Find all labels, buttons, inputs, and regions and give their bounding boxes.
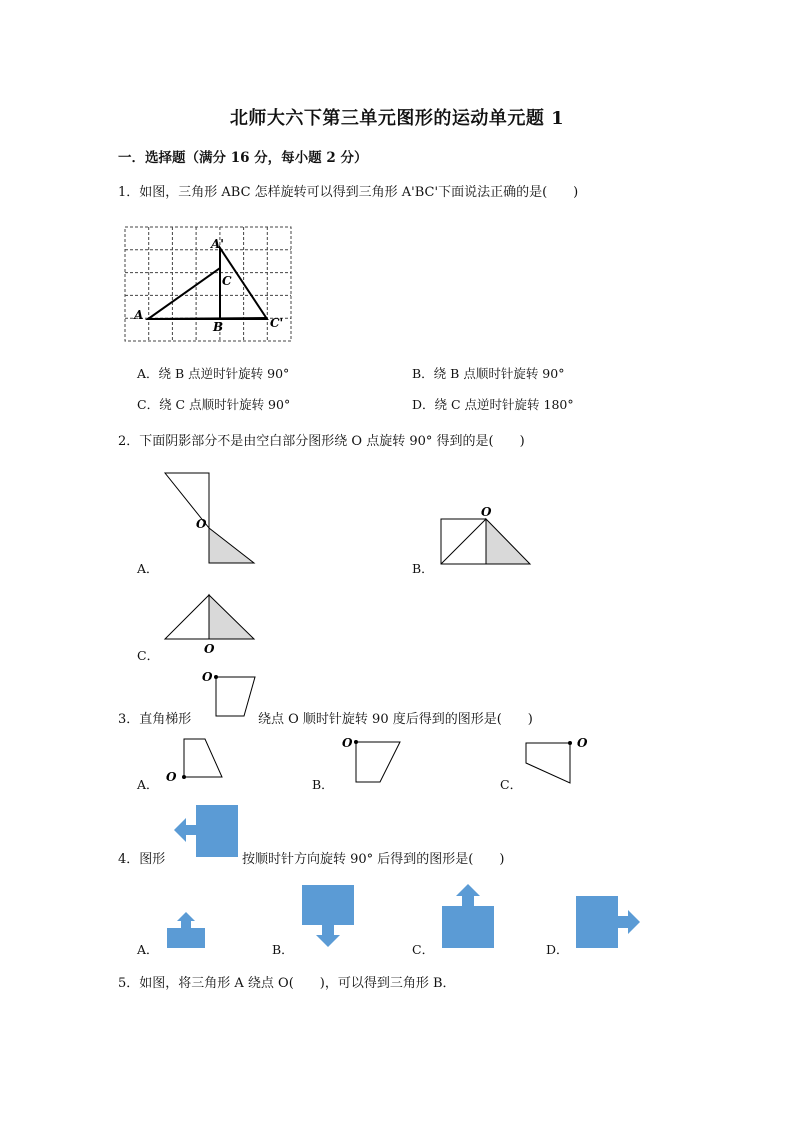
q3-option-c[interactable]: C．	[500, 777, 523, 792]
q4-source-shape	[172, 805, 242, 859]
q3-trapezoid	[200, 670, 260, 720]
q3-b-point-o: O	[342, 736, 353, 750]
q4-figure-a	[165, 910, 210, 950]
q4-option-b[interactable]: B．	[272, 942, 294, 957]
q3-c-point-o: O	[577, 736, 588, 750]
q2-b-point-o: O	[481, 505, 492, 519]
question-4-stem-right: 按顺时针方向旋转 90° 后得到的图形是( )	[242, 852, 505, 867]
q4-option-d[interactable]: D．	[546, 942, 569, 957]
q3-a-point-o: O	[166, 770, 177, 784]
q4-option-a[interactable]: A．	[137, 942, 159, 957]
question-2-stem: 2．下面阴影部分不是由空白部分图形绕 O 点旋转 90° 得到的是( )	[118, 434, 525, 449]
q4-option-c[interactable]: C．	[412, 942, 435, 957]
q2-figure-b	[435, 503, 535, 571]
question-5-stem: 5．如图，将三角形 A 绕点 O( )，可以得到三角形 B．	[118, 976, 456, 991]
q1-option-d[interactable]: D．绕 C 点逆时针旋转 180°	[412, 397, 574, 412]
label-a: A	[134, 308, 144, 322]
question-4-stem-left: 4．图形	[118, 852, 166, 867]
q3-figure-b	[338, 733, 408, 788]
question-3-stem-left: 3．直角梯形	[118, 712, 192, 727]
q4-figure-d	[574, 894, 642, 950]
label-c-prime: C'	[270, 316, 284, 330]
label-a-prime: A'	[211, 237, 224, 251]
q3-option-b[interactable]: B．	[312, 777, 334, 792]
q2-figure-c	[160, 590, 260, 655]
q4-figure-c	[440, 882, 496, 950]
q2-option-a[interactable]: A．	[137, 561, 159, 576]
q2-figure-a	[160, 468, 260, 568]
q1-option-c[interactable]: C．绕 C 点顺时针旋转 90°	[137, 397, 291, 412]
q1-option-b[interactable]: B．绕 B 点顺时针旋转 90°	[412, 366, 565, 381]
question-3-stem-right: 绕点 O 顺时针旋转 90 度后得到的图形是( )	[258, 712, 533, 727]
label-b: B	[213, 320, 224, 334]
q4-figure-b	[300, 883, 356, 949]
q2-option-b[interactable]: B．	[412, 561, 434, 576]
question-1-stem: 1．如图，三角形 ABC 怎样旋转可以得到三角形 A'BC'下面说法正确的是( )	[118, 185, 579, 200]
q1-option-a[interactable]: A．绕 B 点逆时针旋转 90°	[137, 366, 290, 381]
q2-a-point-o: O	[196, 517, 207, 531]
q3-figure-a	[160, 733, 230, 783]
label-c: C	[222, 274, 232, 288]
q3-stem-point-o: O	[202, 670, 213, 684]
q3-figure-c	[520, 733, 595, 788]
q2-c-point-o: O	[204, 642, 215, 656]
page-title: 北师大六下第三单元图形的运动单元题 1	[229, 108, 565, 129]
section-heading: 一．选择题（满分 16 分，每小题 2 分）	[118, 150, 368, 166]
q2-option-c[interactable]: C．	[137, 648, 160, 663]
triangle-abc	[148, 268, 220, 319]
q1-grid-figure	[120, 222, 300, 347]
q3-option-a[interactable]: A．	[137, 777, 159, 792]
